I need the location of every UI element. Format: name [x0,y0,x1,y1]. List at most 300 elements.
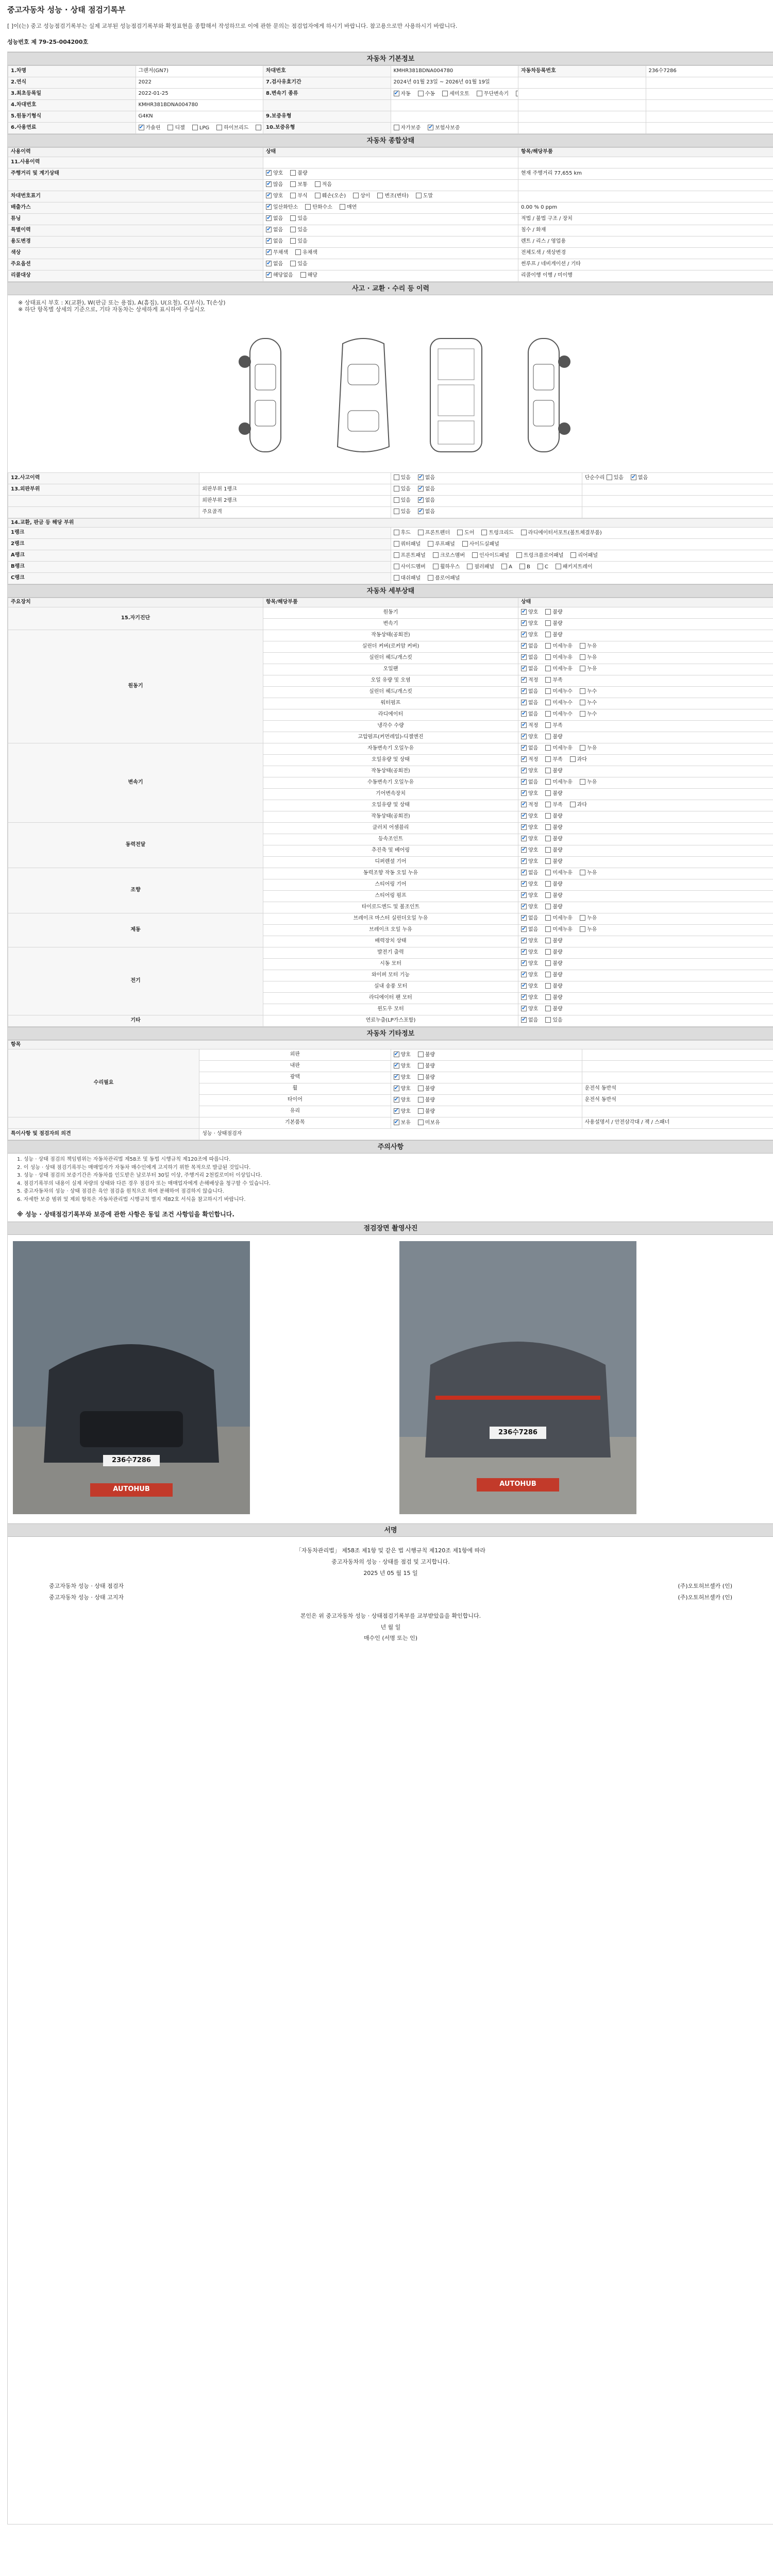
option-group [521,995,570,1001]
option-group [394,1086,443,1092]
basic-info-table [8,65,773,134]
checkbox[interactable] [545,892,551,898]
detail-item: 작동상태(공회전) [263,630,518,641]
checkbox[interactable] [521,620,527,626]
checkbox[interactable] [521,813,527,819]
general-options [263,270,518,281]
checkbox[interactable] [394,552,399,558]
accident-row [8,495,773,506]
checkbox[interactable] [394,564,399,569]
checkbox[interactable] [521,632,527,637]
option [521,711,538,718]
empty-cell [646,77,773,89]
checkbox[interactable] [521,700,527,705]
checkbox[interactable] [300,272,306,278]
checkbox[interactable] [266,181,272,187]
checkbox[interactable] [418,1063,424,1069]
checkbox[interactable] [580,700,585,705]
option-group [521,745,604,751]
checkbox[interactable] [418,497,424,503]
option [545,824,562,832]
option [545,643,573,650]
checkbox[interactable] [521,688,527,694]
checkbox[interactable] [418,486,424,492]
option [521,870,538,877]
general-options [263,236,518,247]
checkbox[interactable] [580,870,585,875]
checkbox[interactable] [521,802,527,807]
option-label: 없음 [637,475,648,481]
checkbox[interactable] [521,858,527,864]
checkbox[interactable] [521,904,527,909]
basic-value-2 [391,111,518,123]
detail-item: 오일팬 [263,664,518,675]
checkbox[interactable] [472,552,478,558]
checkbox[interactable] [521,654,527,660]
option-group [521,904,570,910]
checkbox[interactable] [521,870,527,875]
general-options [263,179,518,191]
checkbox[interactable] [570,802,576,807]
checkbox[interactable] [545,666,551,671]
empty-cell [646,111,773,123]
checkbox[interactable] [167,125,173,130]
checkbox[interactable] [545,790,551,796]
option [521,756,538,764]
checkbox[interactable] [580,711,585,717]
checkbox[interactable] [418,1086,424,1091]
checkbox[interactable] [416,193,422,198]
option [545,609,562,616]
option [521,847,538,854]
option [537,564,548,571]
checkbox[interactable] [545,620,551,626]
checkbox[interactable] [394,91,399,96]
checkbox[interactable] [521,734,527,739]
checkbox[interactable] [521,756,527,762]
checkbox[interactable] [266,170,272,176]
checkbox[interactable] [521,790,527,796]
option [545,858,562,866]
option [521,960,538,968]
checkbox[interactable] [521,643,527,649]
caution-item: 1. 성능 · 상태 점검의 책임범위는 자동차관리법 제58조 및 동법 시행규칙 제120조에 따릅니다. [17,1157,231,1162]
checkbox[interactable] [394,530,399,535]
checkbox[interactable] [477,91,482,96]
checkbox[interactable] [521,722,527,728]
checkbox[interactable] [521,994,527,1000]
checkbox[interactable] [521,892,527,898]
checkbox[interactable] [545,824,551,830]
checkbox[interactable] [521,1017,527,1023]
checkbox[interactable] [570,552,576,558]
checkbox[interactable] [315,193,321,198]
option-label: 양호 [400,1052,411,1058]
checkbox[interactable] [428,575,433,581]
section-signature: 서명 [8,1523,773,1537]
option [545,677,562,684]
checkbox[interactable] [394,474,399,480]
checkbox[interactable] [266,204,272,210]
option-label: 양호 [528,972,539,978]
checkbox[interactable] [545,745,551,751]
checkbox[interactable] [545,915,551,921]
checkbox[interactable] [580,688,585,694]
checkbox[interactable] [556,564,561,569]
checkbox[interactable] [521,983,527,989]
option-label: 불량 [552,734,563,740]
checkbox[interactable] [516,91,518,96]
checkbox[interactable] [394,497,399,503]
checkbox[interactable] [580,915,585,921]
option [545,768,562,775]
option-label: 양호 [528,893,539,899]
checkbox[interactable] [428,541,433,547]
checkbox[interactable] [521,711,527,717]
checkbox[interactable] [545,756,551,762]
checkbox[interactable] [521,836,527,841]
option-label: 불량 [297,171,308,177]
checkbox[interactable] [545,768,551,773]
checkbox[interactable] [266,272,272,278]
option-label: 누유 [586,655,597,661]
checkbox[interactable] [521,938,527,943]
option-group [521,870,604,876]
detail-item: 브레이크 오일 누유 [263,924,518,936]
checkbox[interactable] [290,193,296,198]
option-label: 있음 [613,475,624,481]
option-label: 해당없음 [273,273,293,279]
checkbox[interactable] [545,802,551,807]
other-side [582,1061,773,1072]
basic-row [8,77,773,89]
parts-rank: B랭크 [8,562,391,573]
checkbox[interactable] [521,926,527,932]
checkbox[interactable] [537,564,543,569]
other-item: 내판 [199,1061,391,1072]
option-group [394,564,600,570]
checkbox[interactable] [192,125,198,130]
checkbox[interactable] [266,193,272,198]
option-group [521,621,570,626]
option-label: 도어 [464,530,475,536]
option [521,779,538,786]
checkbox[interactable] [290,261,296,266]
option [442,91,469,98]
checkbox[interactable] [545,836,551,841]
option-group [521,984,570,989]
checkbox[interactable] [428,125,433,130]
checkbox[interactable] [290,181,296,187]
checkbox[interactable] [545,881,551,887]
option-group [521,700,604,706]
checkbox[interactable] [521,530,527,535]
option [521,892,538,900]
option-group [266,205,364,210]
checkbox[interactable] [521,949,527,955]
checkbox[interactable] [394,1120,399,1125]
section-cautions: 주의사항 [8,1140,773,1154]
checkbox[interactable] [545,700,551,705]
option [315,193,346,200]
checkbox[interactable] [545,688,551,694]
option-label: 양호 [528,791,539,797]
caution-item: 6. 자세한 보증 범위 및 제외 항목은 자동차관리법 시행규칙 별지 제82호 서식을 참고하시기 바랍니다. [17,1196,246,1202]
checkbox[interactable] [394,1063,399,1069]
checkbox[interactable] [521,666,527,671]
detail-options [518,822,773,834]
checkbox[interactable] [256,125,261,130]
detail-options [518,777,773,788]
checkbox[interactable] [418,509,424,514]
checkbox[interactable] [545,960,551,966]
checkbox[interactable] [290,227,296,232]
checkbox[interactable] [521,847,527,853]
checkbox[interactable] [305,204,311,210]
option-label: 없음 [273,216,283,222]
option [521,813,538,820]
checkbox[interactable] [545,813,551,819]
checkbox[interactable] [521,609,527,615]
checkbox[interactable] [457,530,463,535]
checkbox[interactable] [418,1097,424,1103]
section-accident: 사고 · 교환 · 수리 등 이력 [8,282,773,295]
accident-table [8,472,773,518]
detail-group: 기타 [8,1015,263,1026]
option [545,836,562,843]
checkbox[interactable] [315,181,321,187]
option-label: 없음 [273,227,283,233]
checkbox[interactable] [394,1108,399,1114]
checkbox[interactable] [545,949,551,955]
checkbox[interactable] [580,666,585,671]
option-group [521,916,604,921]
option [315,181,332,189]
checkbox[interactable] [545,779,551,785]
checkbox[interactable] [545,972,551,977]
checkbox[interactable] [580,779,585,785]
checkbox[interactable] [521,768,527,773]
checkbox[interactable] [501,564,507,569]
checkbox[interactable] [418,1120,424,1125]
checkbox[interactable] [545,654,551,660]
option-label: 양호 [528,984,539,990]
checkbox[interactable] [521,677,527,683]
option [416,193,433,200]
checkbox[interactable] [545,722,551,728]
checkbox[interactable] [394,125,399,130]
general-header-cell: 사용이력 [8,148,263,157]
detail-options [518,834,773,845]
checkbox[interactable] [521,745,527,751]
basic-label-2: 10.보증유형 [263,123,391,134]
option-label: 자가보증 [400,125,421,131]
detail-options [518,902,773,913]
checkbox[interactable] [418,474,424,480]
checkbox[interactable] [545,734,551,739]
checkbox[interactable] [580,926,585,932]
option-label: 있음 [297,216,308,222]
checkbox[interactable] [580,654,585,660]
checkbox[interactable] [266,227,272,232]
option-label: 누수 [586,689,597,695]
checkbox[interactable] [442,91,448,96]
option [192,125,209,132]
checkbox[interactable] [462,541,468,547]
basic-value-2 [391,123,518,134]
checkbox[interactable] [521,824,527,830]
checkbox[interactable] [418,530,424,535]
parts-rank: C랭크 [8,573,391,584]
option [418,1086,435,1093]
option [570,802,587,809]
accident-label-2: 단순수리 [584,475,607,481]
checkbox[interactable] [216,125,222,130]
checkbox[interactable] [521,972,527,977]
option-group [521,1018,570,1023]
checkbox[interactable] [418,1074,424,1080]
checkbox[interactable] [607,474,612,480]
checkbox[interactable] [394,1074,399,1080]
basic-value: 2022 [136,77,263,89]
checkbox[interactable] [394,486,399,492]
checkbox[interactable] [433,564,439,569]
empty-cell [646,123,773,134]
general-header-cell: 항목/해당부품 [518,148,773,157]
checkbox[interactable] [545,870,551,875]
checkbox[interactable] [545,609,551,615]
detail-item: 타이로드엔드 및 볼조인트 [263,902,518,913]
parts-items [391,528,773,539]
option-group [139,125,263,131]
checkbox[interactable] [521,881,527,887]
checkbox[interactable] [545,858,551,864]
detail-options [518,630,773,641]
option [394,1052,411,1059]
photo-front-banner: AUTOHUB [113,1485,150,1493]
checkbox[interactable] [266,215,272,221]
checkbox[interactable] [521,960,527,966]
checkbox[interactable] [631,474,636,480]
checkbox[interactable] [418,91,424,96]
document-title: 중고자동차 성능 · 상태 점검기록부 [7,5,126,14]
checkbox[interactable] [545,643,551,649]
detail-group: 전기 [8,947,263,1015]
checkbox[interactable] [545,632,551,637]
option-group [521,757,594,762]
option [521,915,538,922]
detail-item: 실린더 커버(로커암 커버) [263,641,518,652]
signature-block [8,1537,773,1666]
option-label: 유채색 [302,250,317,256]
checkbox[interactable] [266,238,272,244]
checkbox[interactable] [545,711,551,717]
checkbox[interactable] [295,249,301,255]
option-label: 불량 [552,972,563,978]
option [521,881,538,888]
general-label: 용도변경 [8,236,263,247]
option-label: 불량 [552,882,563,888]
checkbox[interactable] [290,238,296,244]
detail-item: 클러치 어셈블리 [263,822,518,834]
checkbox[interactable] [418,1108,424,1114]
checkbox[interactable] [545,677,551,683]
checkbox[interactable] [394,575,399,581]
general-label: 주행거리 및 계기상태 [8,168,263,179]
checkbox[interactable] [394,1052,399,1057]
accident-options-2 [582,495,773,506]
option-label: 양호 [528,768,539,774]
option-label: 미세누유 [552,643,573,650]
option-label: 부식 [297,193,308,199]
general-status-table [8,147,773,282]
checkbox[interactable] [521,1006,527,1011]
detail-options [518,981,773,992]
checkbox[interactable] [519,564,525,569]
checkbox[interactable] [433,552,439,558]
detail-options [518,720,773,732]
checkbox[interactable] [394,1086,399,1091]
option [580,654,597,662]
checkbox[interactable] [580,643,585,649]
checkbox[interactable] [545,994,551,1000]
option [467,564,494,571]
checkbox[interactable] [139,125,144,130]
option-group [521,643,604,649]
checkbox[interactable] [570,756,576,762]
checkbox[interactable] [580,745,585,751]
checkbox[interactable] [545,847,551,853]
general-label: 리콜대상 [8,270,263,281]
general-label: 색상 [8,247,263,259]
checkbox[interactable] [353,193,359,198]
checkbox[interactable] [266,249,272,255]
checkbox[interactable] [340,204,345,210]
checkbox[interactable] [516,552,522,558]
checkbox[interactable] [545,1017,551,1023]
general-options [263,191,518,202]
checkbox[interactable] [290,170,296,176]
checkbox[interactable] [545,904,551,909]
checkbox[interactable] [467,564,473,569]
option [394,1097,411,1104]
checkbox[interactable] [545,1006,551,1011]
option-group [521,882,570,887]
checkbox[interactable] [394,541,399,547]
option-label: 없음 [528,916,539,922]
checkbox[interactable] [521,779,527,785]
checkbox[interactable] [377,193,383,198]
option [418,474,435,482]
checkbox[interactable] [266,261,272,266]
checkbox[interactable] [521,915,527,921]
checkbox[interactable] [418,1052,424,1057]
detail-options [518,732,773,743]
option [580,779,597,786]
general-options [263,225,518,236]
option-group [521,848,570,853]
general-row [8,259,773,270]
checkbox[interactable] [545,938,551,943]
checkbox[interactable] [394,1097,399,1103]
checkbox[interactable] [394,509,399,514]
checkbox[interactable] [545,983,551,989]
checkbox[interactable] [545,926,551,932]
basic-row [8,111,773,123]
detail-options [518,845,773,856]
checkbox[interactable] [481,530,487,535]
checkbox[interactable] [290,215,296,221]
